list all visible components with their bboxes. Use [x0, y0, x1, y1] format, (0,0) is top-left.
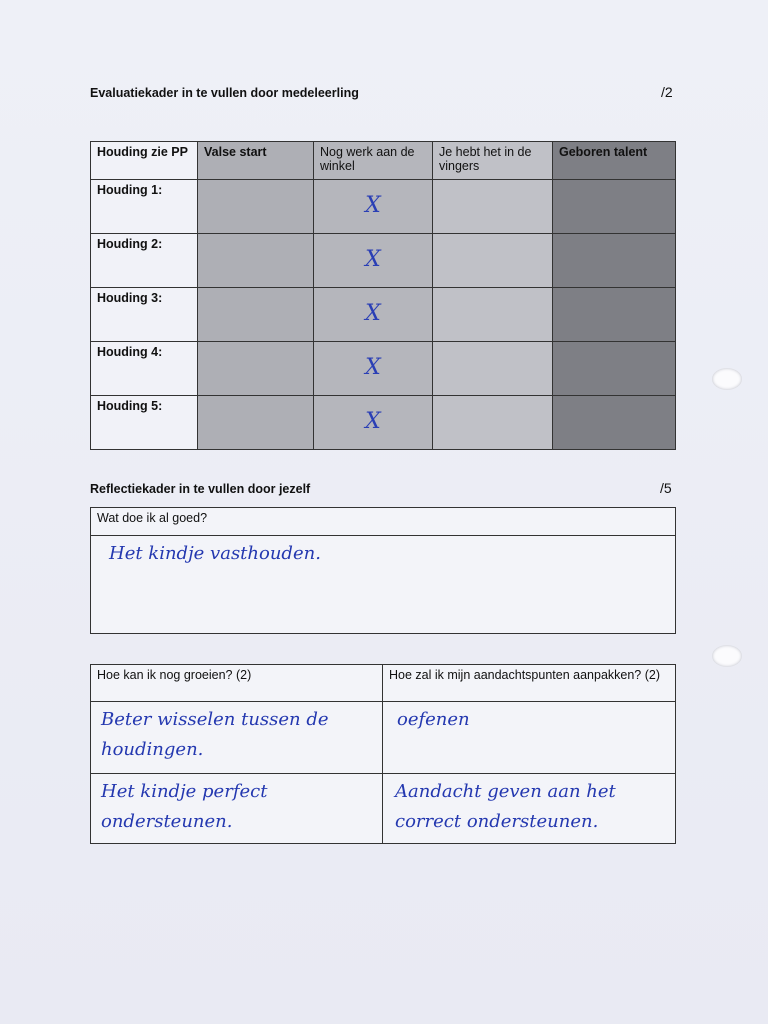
- cell-in-de-vingers: [433, 288, 553, 342]
- cell-valse-start: [198, 396, 314, 450]
- row-label: Houding 3:: [91, 288, 198, 342]
- answer-what-good: [91, 536, 676, 634]
- cell-nog-werk: [314, 234, 433, 288]
- evaluation-table: [90, 141, 676, 450]
- punch-hole-bottom: [712, 645, 742, 667]
- evaluation-header-row: [91, 142, 676, 180]
- handwritten-answer: Beter wisselen tussen de houdingen.: [101, 709, 329, 760]
- reflection-grow-table: [90, 664, 676, 844]
- cell-geboren-talent: [553, 396, 676, 450]
- reflection-title: Reflectiekader in te vullen door jezelf: [90, 482, 311, 496]
- cell-in-de-vingers: [433, 180, 553, 234]
- handwritten-check-mark: X: [365, 301, 381, 326]
- reflection-good-table: [90, 507, 676, 634]
- handwritten-check-mark: X: [365, 193, 381, 218]
- evaluation-row: [91, 234, 676, 288]
- punch-hole-top: [712, 368, 742, 390]
- column-header-geboren-talent: Geboren talent: [553, 142, 676, 180]
- cell-geboren-talent: [553, 342, 676, 396]
- cell-valse-start: [198, 288, 314, 342]
- cell-nog-werk: [314, 180, 433, 234]
- question-what-good: Wat doe ik al goed?: [91, 508, 676, 536]
- handwritten-check-mark: X: [365, 355, 381, 380]
- answer-approach-1: [383, 702, 676, 774]
- cell-geboren-talent: [553, 234, 676, 288]
- evaluation-row: [91, 288, 676, 342]
- cell-in-de-vingers: [433, 342, 553, 396]
- row-label: Houding 2:: [91, 234, 198, 288]
- cell-geboren-talent: [553, 180, 676, 234]
- reflection-score: /5: [660, 480, 672, 496]
- handwritten-check-mark: X: [365, 247, 381, 272]
- cell-in-de-vingers: [433, 396, 553, 450]
- evaluation-title: Evaluatiekader in te vullen door medeleerling: [90, 86, 359, 100]
- handwritten-check-mark: X: [365, 409, 381, 434]
- row-label: Houding 1:: [91, 180, 198, 234]
- cell-nog-werk: [314, 288, 433, 342]
- column-header-in-de-vingers: Je hebt het in de vingers: [433, 142, 553, 180]
- answer-grow-2: [91, 774, 383, 844]
- cell-valse-start: [198, 180, 314, 234]
- evaluation-row: [91, 180, 676, 234]
- answer-grow-1: [91, 702, 383, 774]
- cell-valse-start: [198, 342, 314, 396]
- cell-nog-werk: [314, 396, 433, 450]
- question-how-approach: Hoe zal ik mijn aandachtspunten aanpakken? (2): [383, 665, 676, 702]
- handwritten-answer: Het kindje vasthouden.: [109, 543, 321, 564]
- evaluation-row: [91, 342, 676, 396]
- cell-valse-start: [198, 234, 314, 288]
- column-header-nog-werk: Nog werk aan de winkel: [314, 142, 433, 180]
- evaluation-score: /2: [661, 84, 673, 100]
- cell-in-de-vingers: [433, 234, 553, 288]
- question-how-grow: Hoe kan ik nog groeien? (2): [91, 665, 383, 702]
- cell-geboren-talent: [553, 288, 676, 342]
- handwritten-answer: oefenen: [397, 709, 470, 730]
- column-header-houding: Houding zie PP: [91, 142, 198, 180]
- row-label: Houding 4:: [91, 342, 198, 396]
- handwritten-answer: Aandacht geven aan het correct ondersteunen.: [395, 781, 616, 832]
- cell-nog-werk: [314, 342, 433, 396]
- handwritten-answer: Het kindje perfect ondersteunen.: [101, 781, 268, 832]
- row-label: Houding 5:: [91, 396, 198, 450]
- column-header-valse-start: Valse start: [198, 142, 314, 180]
- evaluation-row: [91, 396, 676, 450]
- answer-approach-2: [383, 774, 676, 844]
